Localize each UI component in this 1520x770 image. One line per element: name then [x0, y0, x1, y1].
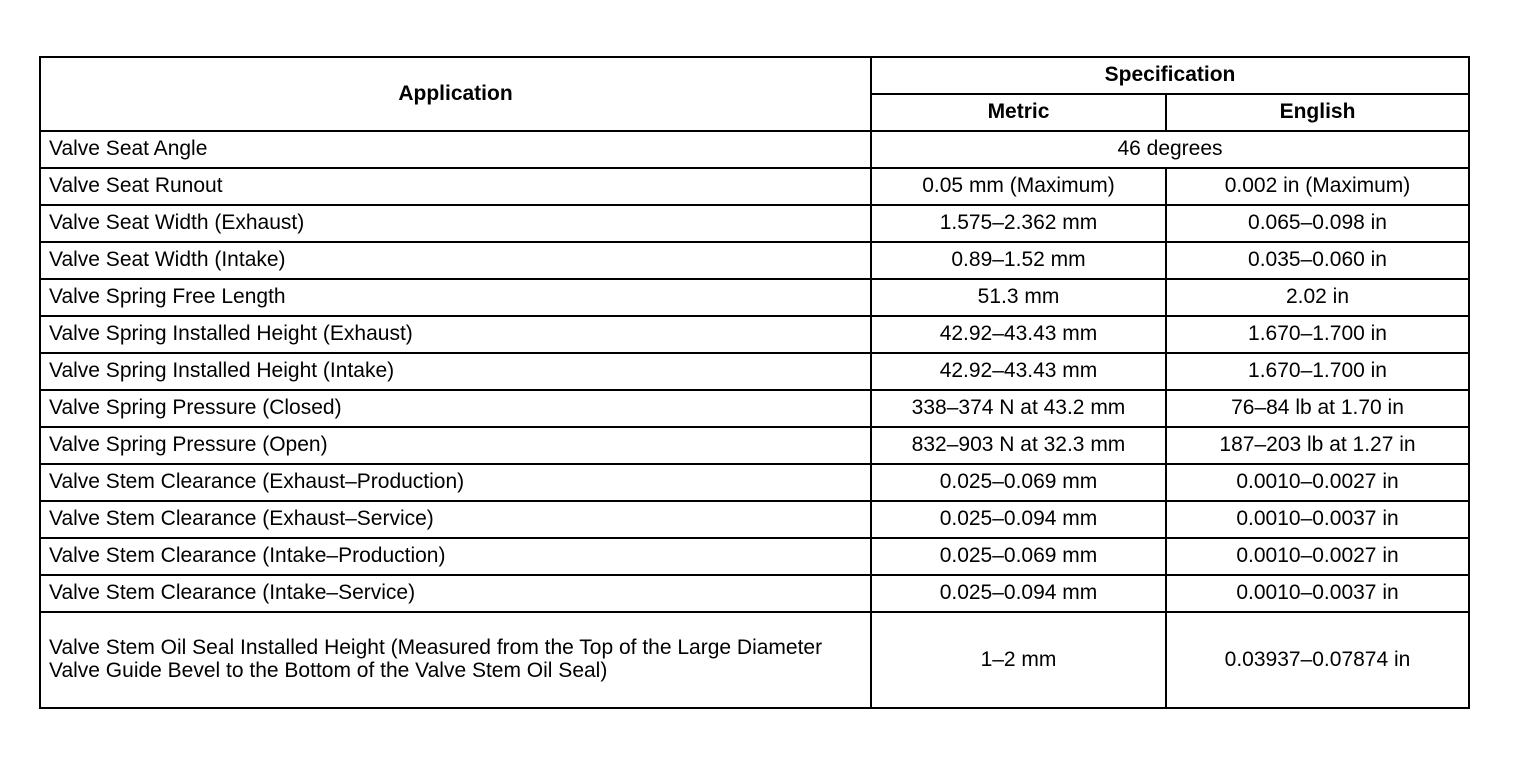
application-cell: Valve Stem Clearance (Exhaust–Service) [40, 501, 871, 538]
application-cell: Valve Seat Angle [40, 131, 871, 168]
application-cell: Valve Spring Free Length [40, 279, 871, 316]
table-row [40, 168, 1469, 205]
table-row [40, 205, 1469, 242]
table-row [40, 131, 1469, 168]
metric-cell: 51.3 mm [871, 279, 1166, 316]
table-row [40, 612, 1469, 708]
application-cell: Valve Seat Runout [40, 168, 871, 205]
table-row [40, 390, 1469, 427]
english-cell: 76–84 lb at 1.70 in [1166, 390, 1469, 427]
application-cell: Valve Spring Installed Height (Intake) [40, 353, 871, 390]
table-row [40, 501, 1469, 538]
application-cell: Valve Seat Width (Intake) [40, 242, 871, 279]
application-cell: Valve Seat Width (Exhaust) [40, 205, 871, 242]
specification-table [39, 56, 1470, 709]
metric-cell: 0.05 mm (Maximum) [871, 168, 1166, 205]
application-cell: Valve Stem Clearance (Intake–Production) [40, 538, 871, 575]
english-cell: 0.0010–0.0037 in [1166, 501, 1469, 538]
table-row [40, 575, 1469, 612]
english-cell: 1.670–1.700 in [1166, 316, 1469, 353]
application-cell: Valve Spring Installed Height (Exhaust) [40, 316, 871, 353]
english-cell: 0.0010–0.0037 in [1166, 575, 1469, 612]
application-cell: Valve Stem Oil Seal Installed Height (Measured from the Top of the Large Diameter Valve Guide Bevel to the Bottom of the Valve Stem Oil Seal) [40, 612, 871, 708]
english-cell: 2.02 in [1166, 279, 1469, 316]
english-cell: 0.065–0.098 in [1166, 205, 1469, 242]
english-cell: 187–203 lb at 1.27 in [1166, 427, 1469, 464]
english-cell: 0.0010–0.0027 in [1166, 464, 1469, 501]
metric-cell: 0.025–0.094 mm [871, 501, 1166, 538]
table-row [40, 279, 1469, 316]
metric-cell: 338–374 N at 43.2 mm [871, 390, 1166, 427]
english-cell: 0.03937–0.07874 in [1166, 612, 1469, 708]
metric-cell: 832–903 N at 32.3 mm [871, 427, 1166, 464]
metric-cell: 42.92–43.43 mm [871, 353, 1166, 390]
application-cell: Valve Stem Clearance (Exhaust–Production) [40, 464, 871, 501]
combined-value-cell: 46 degrees [871, 131, 1469, 168]
application-header: Application [40, 57, 871, 131]
metric-cell: 0.89–1.52 mm [871, 242, 1166, 279]
metric-cell: 0.025–0.069 mm [871, 538, 1166, 575]
english-cell: 0.002 in (Maximum) [1166, 168, 1469, 205]
table-row [40, 242, 1469, 279]
english-cell: 0.0010–0.0027 in [1166, 538, 1469, 575]
metric-cell: 0.025–0.094 mm [871, 575, 1166, 612]
english-cell: 0.035–0.060 in [1166, 242, 1469, 279]
table-row [40, 427, 1469, 464]
application-cell: Valve Stem Clearance (Intake–Service) [40, 575, 871, 612]
metric-cell: 1–2 mm [871, 612, 1166, 708]
metric-header: Metric [871, 94, 1166, 131]
application-cell: Valve Spring Pressure (Open) [40, 427, 871, 464]
application-cell: Valve Spring Pressure (Closed) [40, 390, 871, 427]
metric-cell: 0.025–0.069 mm [871, 464, 1166, 501]
specification-header: Specification [871, 57, 1469, 94]
english-cell: 1.670–1.700 in [1166, 353, 1469, 390]
table-row [40, 538, 1469, 575]
metric-cell: 42.92–43.43 mm [871, 316, 1166, 353]
table-row [40, 316, 1469, 353]
table-row [40, 464, 1469, 501]
table-row [40, 353, 1469, 390]
metric-cell: 1.575–2.362 mm [871, 205, 1166, 242]
english-header: English [1166, 94, 1469, 131]
